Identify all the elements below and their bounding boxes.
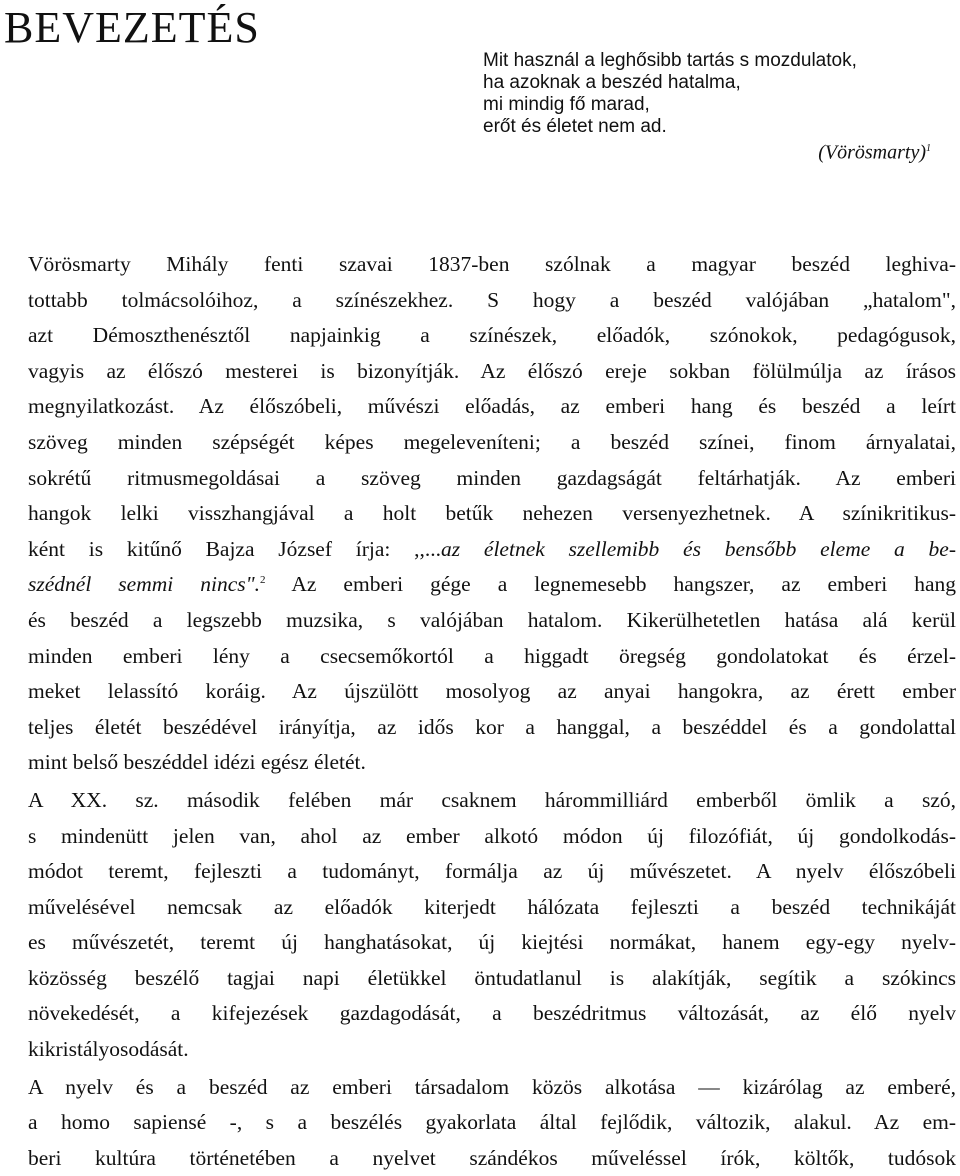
quote-intro: ként is kitűnő Bajza József írja: ,,...	[28, 536, 442, 561]
quote-italic: szédnél semmi nincs".	[28, 572, 261, 597]
paragraph-2	[4, 783, 956, 1068]
text-line: szöveg minden szépségét képes megeleveníteni; a beszéd színei, finom árnyalatai,	[28, 429, 956, 454]
text-line: hangok lelki visszhangjával a holt betűk nehezen versenyezhetnek. A színikritikus-	[28, 501, 956, 526]
text-line: megnyilatkozást. Az élőszóbeli, művészi előadás, az emberi hang és beszéd a leírt	[28, 394, 956, 419]
text-line: tottabb tolmácsolóihoz, a színészekhez. S hogy a beszéd valójában „hatalom",	[28, 287, 956, 312]
footnote-ref: 2	[260, 574, 266, 587]
text-line	[4, 567, 956, 603]
text-line: A XX. sz. második felében már csaknem hárommilliárd emberből ömlik a szó,	[28, 787, 956, 812]
paragraph-1	[4, 247, 956, 781]
motto-line: mi mindig fő marad,	[483, 94, 650, 115]
text-line: Vörösmarty Mihály fenti szavai 1837-ben szólnak a magyar beszéd leghiva-	[28, 252, 956, 276]
motto-line: Mit használ a leghősibb tartás s mozdulatok,	[483, 50, 857, 71]
text-line: sokrétű ritmusmegoldásai a szöveg minden gazdagságát feltárhatják. Az emberi	[28, 465, 956, 490]
text-line: közösség beszélő tagjai napi életükkel öntudatlanul is alakítják, segítik a szókincs	[28, 965, 956, 990]
text-line: azt Démoszthenésztől napjainkig a színészek, előadók, szónokok, pedagógusok,	[28, 323, 956, 348]
paragraph-3	[4, 1070, 956, 1176]
text-line: s mindenütt jelen van, ahol az ember alkotó módon új filozófiát, új gondolkodás-	[28, 823, 956, 848]
text-line: es művészetét, teremt új hanghatásokat, új kiejtési normákat, hanem egy-egy nyelv-	[28, 930, 956, 955]
body-text	[4, 247, 956, 1176]
footnote-ref: 1	[926, 143, 931, 154]
motto-attribution	[483, 138, 943, 164]
text-line: kikristályosodását.	[28, 1037, 189, 1062]
text-line: növekedését, a kifejezések gazdagodását, a beszédritmus változását, az élő nyelv	[28, 1001, 956, 1026]
quote-continuation: Az emberi gége a legnemesebb hangszer, az emberi hang	[265, 572, 956, 597]
text-line: minden emberi lény a csecsemőkortól a higgadt öregség gondolatokat és érzel-	[28, 643, 956, 668]
quote-italic: az életnek szellemibb és bensőbb eleme a be-	[441, 536, 956, 561]
text-line: beri kultúra történetében a nyelvet szándékos műveléssel írók, költők, tudósok	[28, 1145, 956, 1170]
text-line: mint belső beszéddel idézi egész életét.	[28, 750, 366, 775]
text-line: vagyis az élőszó mesterei is bizonyítják. Az élőszó ereje sokban fölülmúlja az írásos	[28, 358, 956, 383]
text-line: A nyelv és a beszéd az emberi társadalom közös alkotása — kizárólag az emberé,	[28, 1074, 956, 1099]
text-line: a homo sapiensé -, s a beszélés gyakorlata által fejlődik, változik, alakul. Az em-	[28, 1110, 956, 1135]
text-line: teljes életét beszédével irányítja, az idős kor a hanggal, a beszéddel és a gondolattal	[28, 714, 956, 739]
text-line: módot teremt, fejleszti a tudományt, formálja az új művészetet. A nyelv élőszóbeli	[28, 859, 956, 884]
text-line	[4, 532, 956, 568]
text-line: meket lelassító koráig. Az újszülött mosolyog az anyai hangokra, az érett ember	[28, 679, 956, 704]
motto-verse	[483, 50, 943, 164]
motto-line: erőt és életet nem ad.	[483, 116, 667, 137]
text-line: művelésével nemcsak az előadók kiterjedt hálózata fejleszti a beszéd technikáját	[28, 894, 956, 919]
attribution-text: (Vörösmarty)	[818, 141, 926, 164]
text-line: és beszéd a legszebb muzsika, s valójában hatalom. Kikerülhetetlen hatása alá kerül	[28, 607, 956, 632]
chapter-title: BEVEZETÉS	[4, 3, 260, 52]
motto-line: ha azoknak a beszéd hatalma,	[483, 72, 741, 93]
